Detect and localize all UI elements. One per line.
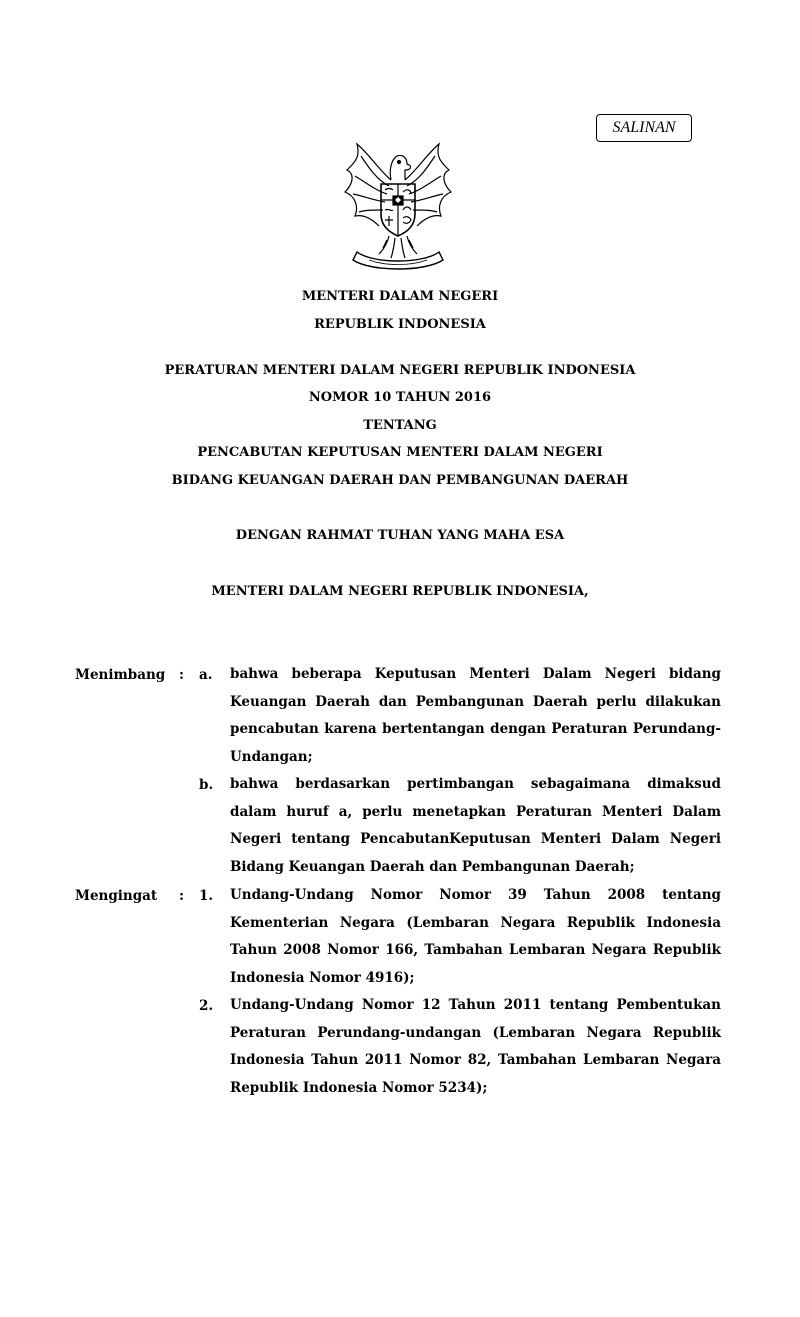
blessing-line: DENGAN RAHMAT TUHAN YANG MAHA ESA [235, 528, 565, 543]
mengingat-item-1: Undang-Undang Nomor Nomor 39 Tahun 2008 tentang Kementerian Negara (Lembaran Negara Republik Indonesia Tahun 2008 Nomor 166, Tambahan Lembaran Negara Republik Indonesia Nomor 4916); [230, 887, 721, 986]
mengingat-marker-2: 2. [199, 998, 214, 1014]
menimbang-marker-b: b. [199, 777, 214, 793]
header-minister-title: MENTERI DALAM NEGERI [301, 289, 499, 304]
regulation-title: PERATURAN MENTERI DALAM NEGERI REPUBLIK INDONESIA [164, 363, 636, 378]
menimbang-marker-a: a. [199, 667, 213, 683]
mengingat-colon: : [179, 888, 184, 904]
garuda-emblem-icon [339, 140, 457, 274]
regulation-subject-line1: PENCABUTAN KEPUTUSAN MENTERI DALAM NEGERI [197, 445, 603, 460]
menimbang-item-b: bahwa berdasarkan pertimbangan sebagaimana dimaksud dalam huruf a, perlu menetapkan Peraturan Menteri Dalam Negeri tentang PencabutanKeputusan Menteri Dalam Negeri Bidang Keuangan Daerah dan Pembangunan Daerah; [230, 776, 721, 875]
mengingat-item-2: Undang-Undang Nomor 12 Tahun 2011 tentang Pembentukan Peraturan Perundang-undangan (Lembaran Negara Republik Indonesia Tahun 2011 Nomor 82, Tambahan Lembaran Negara Republik Indonesia Nomor 5234); [230, 997, 721, 1096]
menimbang-colon: : [179, 667, 184, 683]
salinan-stamp: SALINAN [596, 114, 692, 142]
menimbang-label: Menimbang [75, 667, 166, 683]
authority-line: MENTERI DALAM NEGERI REPUBLIK INDONESIA, [211, 584, 589, 599]
regulation-subject-line2: BIDANG KEUANGAN DAERAH DAN PEMBANGUNAN DAERAH [171, 473, 629, 488]
menimbang-item-a: bahwa beberapa Keputusan Menteri Dalam Negeri bidang Keuangan Daerah dan Pembangunan Daerah perlu dilakukan pencabutan karena bertentangan dengan Peraturan Perundang-Undangan; [230, 666, 721, 765]
regulation-about: TENTANG [363, 418, 437, 433]
regulation-number: NOMOR 10 TAHUN 2016 [308, 390, 492, 405]
header-republic-title: REPUBLIK INDONESIA [314, 317, 486, 332]
mengingat-label: Mengingat [75, 888, 158, 904]
mengingat-marker-1: 1. [199, 888, 214, 904]
